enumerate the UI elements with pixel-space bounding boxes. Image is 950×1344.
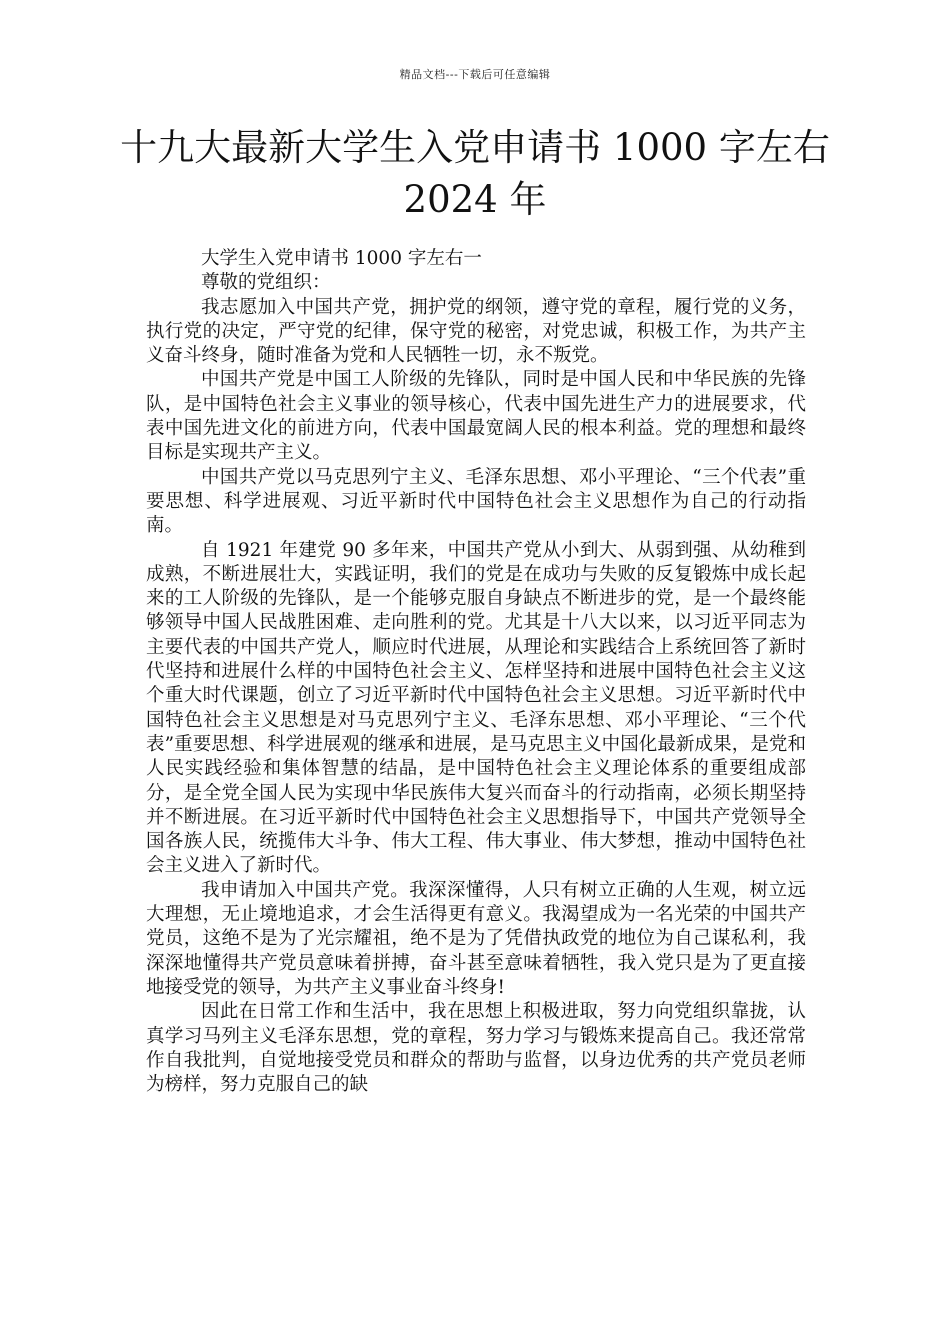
paragraph: 中国共产党是中国工人阶级的先锋队，同时是中国人民和中华民族的先锋队，是中国特色社会主义事业的领导核心，代表中国先进生产力的进展要求，代表中国先进文化的前进方向，代表中国最宽阔人民的根本利益。党的理想和最终目标是实现共产主义。	[146, 369, 806, 464]
paragraph: 我志愿加入中国共产党，拥护党的纲领，遵守党的章程，履行党的义务，执行党的决定，严守党的纪律，保守党的秘密，对党忠诚，积极工作，为共产主义奋斗终身，随时准备为党和人民牺牲一切，永不叛党。	[146, 296, 806, 367]
paragraph: 因此在日常工作和生活中，我在思想上积极进取，努力向党组织靠拢，认真学习马列主义毛泽东思想，党的章程，努力学习与锻炼来提高自己。我还常常作自我批判，自觉地接受党员和群众的帮助与监督，以身边优秀的共产党员老师为榜样，努力克服自己的缺	[146, 1001, 806, 1096]
title-line-1: 十九大最新大学生入党申请书 1000 字左右	[120, 126, 830, 169]
paragraph: 中国共产党以马克思列宁主义、毛泽东思想、邓小平理论、“三个代表”重要思想、科学进展观、习近平新时代中国特色社会主义思想作为自己的行动指南。	[146, 466, 806, 537]
document-subtitle: 大学生入党申请书 1000 字左右一	[201, 248, 482, 269]
paragraph: 我申请加入中国共产党。我深深懂得，人只有树立正确的人生观，树立远大理想，无止境地追求，才会生活得更有意义。我渴望成为一名光荣的中国共产党员，这绝不是为了光宗耀祖，绝不是为了凭借执政党的地位为自己谋私利，我深深地懂得共产党员意味着拼搏，奋斗甚至意味着牺牲，我入党只是为了更直接地接受党的领导，为共产主义事业奋斗终身!	[146, 879, 806, 998]
title-line-2: 2024 年	[403, 178, 547, 221]
page-header: 精品文档---下载后可任意编辑	[399, 68, 551, 81]
document-title	[120, 122, 830, 226]
document-body	[146, 247, 806, 1097]
paragraph: 自 1921 年建党 90 多年来，中国共产党从小到大、从弱到强、从幼稚到成熟，不断进展壮大，实践证明，我们的党是在成功与失败的反复锻炼中成长起来的工人阶级的先锋队，是一个能够克服自身缺点不断进步的党，是一个最终能够领导中国人民战胜困难、走向胜利的党。尤其是十八大以来，以习近平同志为主要代表的中国共产党人，顺应时代进展，从理论和实践结合上系统回答了新时代坚持和进展什么样的中国特色社会主义、怎样坚持和进展中国特色社会主义这个重大时代课题，创立了习近平新时代中国特色社会主义思想。习近平新时代中国特色社会主义思想是对马克思列宁主义、毛泽东思想、邓小平理论、“三个代表”重要思想、科学进展观的继承和进展，是马克思主义中国化最新成果，是党和人民实践经验和集体智慧的结晶，是中国特色社会主义理论体系的重要组成部分，是全党全国人民为实现中华民族伟大复兴而奋斗的行动指南，必须长期坚持并不断进展。在习近平新时代中国特色社会主义思想指导下，中国共产党领导全国各族人民，统揽伟大斗争、伟大工程、伟大事业、伟大梦想，推动中国特色社会主义进入了新时代。	[146, 539, 806, 877]
salutation: 尊敬的党组织：	[201, 272, 331, 294]
